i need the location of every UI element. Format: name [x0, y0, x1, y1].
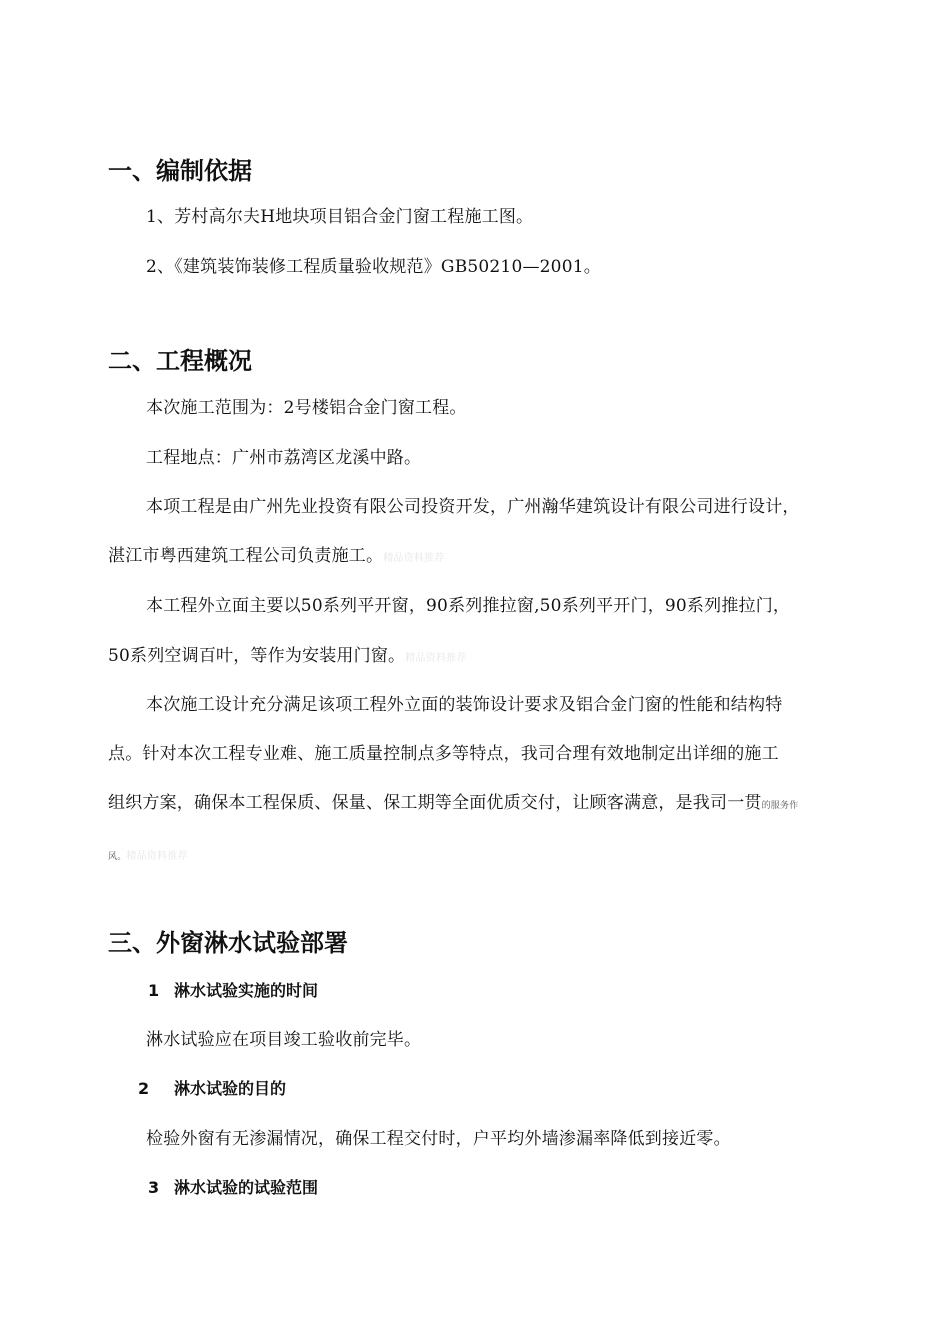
overview-para-3-line-1: 本次施工设计充分满足该项工程外立面的装饰设计要求及铝合金门窗的性能和结构特	[146, 695, 783, 715]
subsection-3-heading	[148, 1177, 318, 1199]
subsection-2-number: 2	[138, 1079, 150, 1098]
overview-para-2-line-2	[108, 644, 466, 671]
overview-para-1-line-1: 本项工程是由广州先业投资有限公司投资开发，广州瀚华建筑设计有限公司进行设计，	[146, 497, 800, 517]
scope-text: 本次施工范围为：2号楼铝合金门窗工程。	[146, 398, 467, 418]
overview-para-2-line-2-text: 50系列空调百叶，等作为安装用门窗。	[108, 646, 406, 666]
subsection-2-title: 淋水试验的目的	[174, 1079, 287, 1098]
basis-item-2: 2、《建筑装饰装修工程质量验收规范》GB50210—2001。	[146, 257, 601, 277]
subsection-3-title: 淋水试验的试验范围	[174, 1178, 319, 1197]
watermark-text: 精品资料推荐	[126, 851, 188, 862]
subsection-1-heading	[148, 980, 318, 1002]
watermark-text: 精品资料推荐	[405, 653, 467, 664]
subsection-1-title: 淋水试验实施的时间	[174, 981, 319, 1000]
overview-para-3-line-3-small: 的服务作	[761, 801, 799, 811]
subsection-1-number: 1	[148, 981, 160, 1000]
basis-item-1: 1、芳村高尔夫H地块项目铝合金门窗工程施工图。	[146, 207, 534, 227]
overview-para-2-line-1: 本工程外立面主要以50系列平开窗，90系列推拉窗,50系列平开门，90系列推拉门，	[146, 596, 791, 616]
watermark-text: 精品资料推荐	[383, 553, 445, 564]
overview-para-3-line-2: 点。针对本次工程专业难、施工质量控制点多等特点，我司合理有效地制定出详细的施工	[108, 744, 779, 764]
overview-para-3-line-4-small: 风。	[108, 852, 127, 862]
section-2-heading: 二、工程概况	[108, 347, 252, 375]
subsection-1-text: 淋水试验应在项目竣工验收前完毕。	[146, 1030, 422, 1050]
location-text: 工程地点：广州市荔湾区龙溪中路。	[146, 448, 422, 468]
subsection-3-number: 3	[148, 1178, 160, 1197]
section-3-heading: 三、外窗淋水试验部署	[108, 929, 348, 957]
overview-para-3-line-4	[108, 842, 188, 869]
overview-para-1-line-2	[108, 544, 444, 571]
overview-para-1-line-2-text: 湛江市粤西建筑工程公司负责施工。	[108, 546, 384, 566]
overview-para-3-line-3	[108, 791, 798, 818]
subsection-2-text: 检验外窗有无渗漏情况，确保工程交付时，户平均外墙渗漏率降低到接近零。	[146, 1129, 731, 1149]
overview-para-3-line-3-text: 组织方案，确保本工程保质、保量、保工期等全面优质交付，让顾客满意，是我司一贯	[108, 793, 762, 813]
subsection-2-heading	[138, 1078, 286, 1100]
section-1-heading: 一、编制依据	[108, 157, 252, 185]
